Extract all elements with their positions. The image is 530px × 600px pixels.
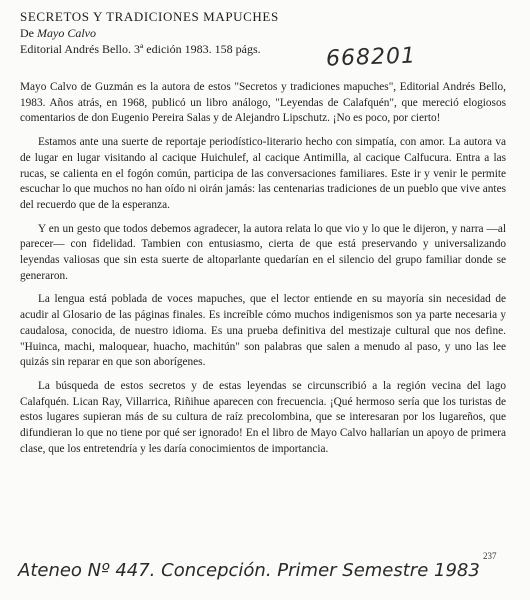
handwritten-source-note: Ateneo Nº 447. Concepción. Primer Semestre 1983	[18, 560, 480, 581]
paragraph-5: La búsqueda de estos secretos y de estas leyendas se circunscribió a la región vecina del lago Calafquén. Lican Ray, Villarrica, Riñihue aparecen con frecuencia. ¡Qué hermoso sería que los turistas de estos lugares supieran más de su cultura de raíz precolombina, que se interesaran por los lugareños, que difundieran lo que no tiene por qué ser ignorado! En el libro de Mayo Calvo hallarían un apoyo de primera clase, que los entretendría y les daría conocimientos de importancia.	[20, 379, 506, 455]
review-body	[20, 80, 506, 465]
paragraph-4: La lengua está poblada de voces mapuches, que el lector entiende en su mayoría sin necesidad de acudir al Glosario de las páginas finales. Es increíble cómo muchos indigenismos son ya parte necesaria y caudalosa, conocida, de nuestro idioma. Es una prueba definitiva del mestizaje cultural que nos define. "Huinca, machi, maloquear, huacho, machitún" son palabras que salen a menudo al paso, y uno las lee quizás sin reparar en que son aborígenes.	[20, 293, 506, 369]
author-prefix: De	[20, 26, 34, 40]
review-title: SECRETOS Y TRADICIONES MAPUCHES	[20, 9, 279, 24]
handwritten-catalog-number: 668201	[325, 43, 417, 72]
page-number: 237	[483, 551, 497, 561]
author-name: Mayo Calvo	[37, 26, 96, 40]
publication-info: Editorial Andrés Bello. 3ª edición 1983. 158 págs.	[20, 42, 261, 56]
paragraph-2: Estamos ante una suerte de reportaje periodístico-literario hecho con simpatía, con amor. La autora va de lugar en lugar visitando al cacique Huichulef, al cacique Antimilla, al cacique Calfucura. Entra a las rucas, se calienta en el fogón común, participa de las conversaciones familiares. Este ir y venir le permite escuchar lo que muchos no han oído ni oirán jamás: las centenarias tradiciones de un pueblo que vive antes del recuerdo que de la esperanza.	[20, 136, 506, 211]
author-line	[20, 26, 96, 40]
paragraph-3: Y en un gesto que todos debemos agradecer, la autora relata lo que vio y lo que le dijeron, y narra —al parecer— con fidelidad. Tambien con entusiasmo, cierta de que está preservando y universalizando leyendas valiosas que sin esta suerte de altoparlante quedarían en el silencio del grupo familiar donde se generaron.	[20, 222, 506, 282]
paragraph-1: Mayo Calvo de Guzmán es la autora de estos "Secretos y tradiciones mapuches", Editorial Andrés Bello, 1983. Años atrás, en 1968, publicó un libro análogo, "Leyendas de Calafquén", que mereció elogiosos comentarios de don Eugenio Pereira Salas y de Alejandro Lipschutz. ¡No es poco, por cierto!	[20, 81, 506, 125]
